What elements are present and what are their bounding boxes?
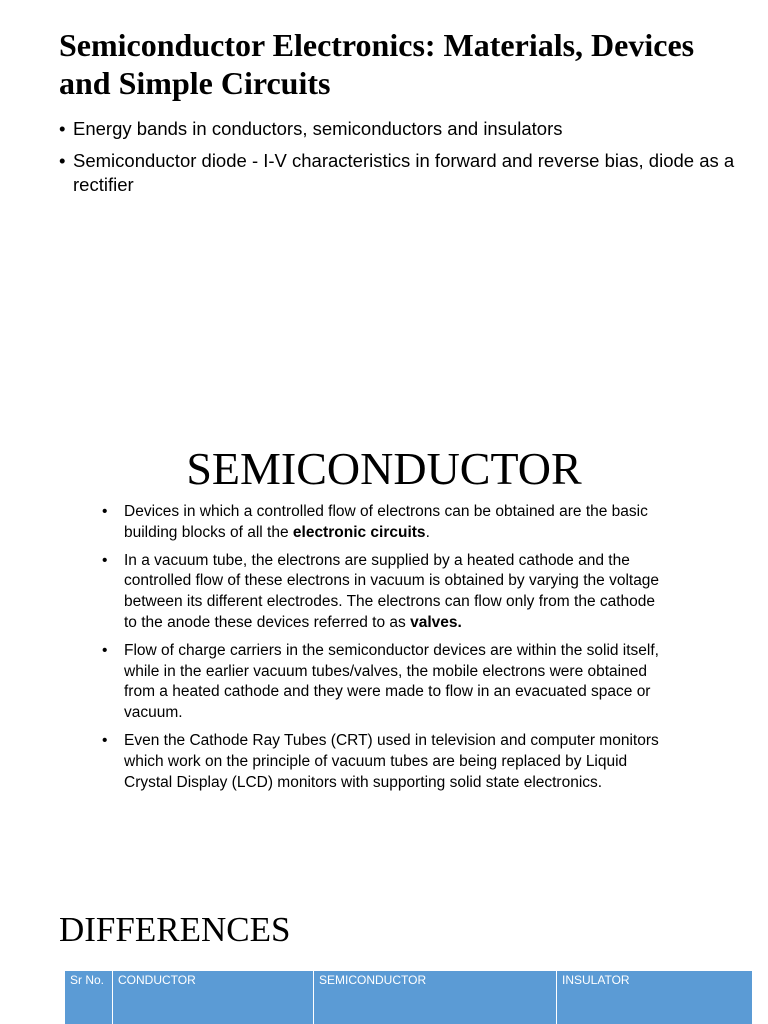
list-item (102, 551, 672, 634)
list-item (102, 502, 672, 544)
list-item: • Semiconductor diode - I-V characteristics in forward and reverse bias, diode as a rectifier (59, 149, 739, 197)
slide-3 (0, 900, 768, 1024)
slide-2-bullet-list (102, 502, 672, 800)
slide-1 (0, 0, 768, 430)
header-semiconductor: SEMICONDUCTOR (314, 971, 557, 1024)
slide-1-title: Semiconductor Electronics: Materials, Devices and Simple Circuits (59, 27, 695, 101)
list-item: • Energy bands in conductors, semiconductors and insulators (59, 117, 739, 141)
bullet-text-after: . (425, 523, 430, 541)
bullet-text: Devices in which a controlled flow of electrons can be obtained are the basic building blocks of all the (124, 503, 648, 541)
bullet-text: In a vacuum tube, the electrons are supplied by a heated cathode and the controlled flow of these electrons in vacuum is obtained by varying the voltage between its different electrodes. The electrons can flow only from the cathode to the anode these devices referred to as (124, 551, 660, 631)
list-item (102, 641, 672, 724)
bullet-bold-text: electronic circuits (292, 523, 426, 541)
differences-table (64, 971, 753, 1024)
bullet-bold-text: valves. (410, 613, 462, 631)
slide-3-title: DIFFERENCES (59, 910, 291, 949)
bullet-text: Flow of charge carriers in the semiconductor devices are within the solid itself, while in the earlier vacuum tubes/valves, the mobile electrons were obtained from a heated cathode and they were made to flow in an evacuated space or vacuum. (124, 641, 659, 722)
table-header-row (65, 971, 753, 1024)
header-insulator: INSULATOR (557, 971, 753, 1024)
slide-2-title: SEMICONDUCTOR (186, 443, 582, 494)
header-conductor: CONDUCTOR (113, 971, 314, 1024)
bullet-text: Even the Cathode Ray Tubes (CRT) used in television and computer monitors which work on the principle of vacuum tubes are being replaced by Liquid Crystal Display (LCD) monitors with supporting solid state electronics. (124, 731, 659, 791)
list-item (102, 731, 672, 793)
slide-1-bullet-list (59, 117, 739, 205)
header-sr-no: Sr No. (65, 971, 113, 1024)
slide-2 (0, 430, 768, 900)
